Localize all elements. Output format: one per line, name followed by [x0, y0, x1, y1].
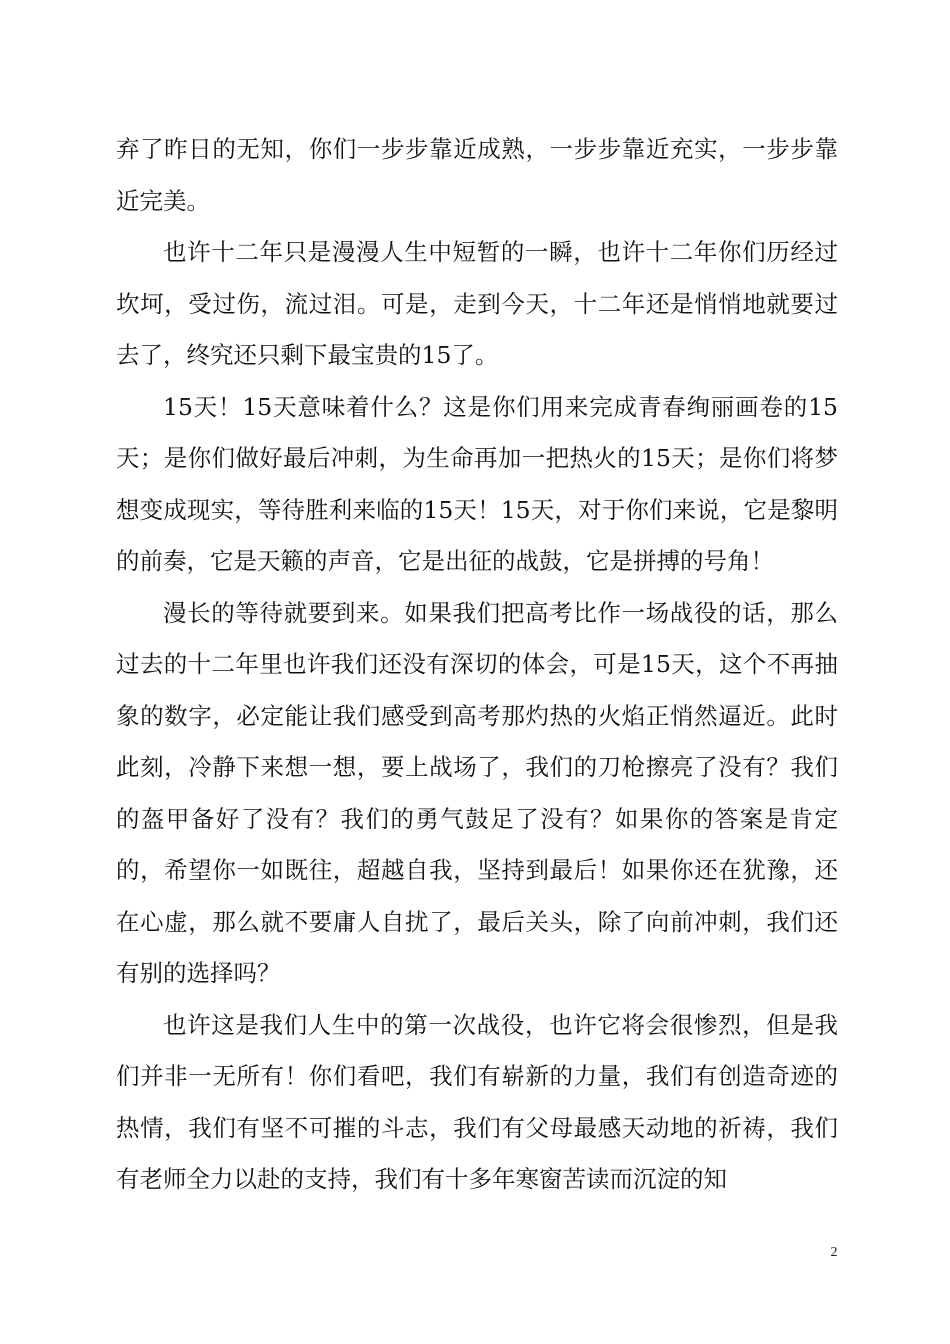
page-number: 2 — [830, 1245, 838, 1260]
paragraph-2: 也许十二年只是漫漫人生中短暂的一瞬，也许十二年你们历经过坎坷，受过伤，流过泪。可是，走到今天，十二年还是悄悄地就要过去了，终究还只剩下最宝贵的15了。 — [116, 238, 838, 369]
paragraph-4: 漫长的等待就要到来。如果我们把高考比作一场战役的话，那么过去的十二年里也许我们还没有深切的体会，可是15天，这个不再抽象的数字，必定能让我们感受到高考那灼热的火焰正悄然逼近。此时此刻，冷静下来想一想，要上战场了，我们的刀枪擦亮了没有？我们的盔甲备好了没有？我们的勇气鼓足了没有？如果你的答案是肯定的，希望你一如既往，超越自我，坚持到最后！如果你还在犹豫，还在心虚，那么就不要庸人自扰了，最后关头，除了向前冲刺，我们还有别的选择吗？ — [116, 598, 838, 987]
paragraph-1: 弃了昨日的无知，你们一步步靠近成熟，一步步靠近充实，一步步靠近完美。 — [116, 135, 838, 215]
document-body — [116, 124, 838, 1206]
paragraph-5: 也许这是我们人生中的第一次战役，也许它将会很惨烈，但是我们并非一无所有！你们看吧，我们有崭新的力量，我们有创造奇迹的热情，我们有坚不可摧的斗志，我们有父母最感天动地的祈祷，我们有老师全力以赴的支持，我们有十多年寒窗苦读而沉淀的知 — [116, 1010, 838, 1193]
paragraph-3: 15天！15天意味着什么？这是你们用来完成青春绚丽画卷的15天；是你们做好最后冲刺，为生命再加一把热火的15天；是你们将梦想变成现实，等待胜利来临的15天！15天，对于你们来说，它是黎明的前奏，它是天籁的声音，它是出征的战鼓，它是拼搏的号角！ — [116, 392, 838, 575]
